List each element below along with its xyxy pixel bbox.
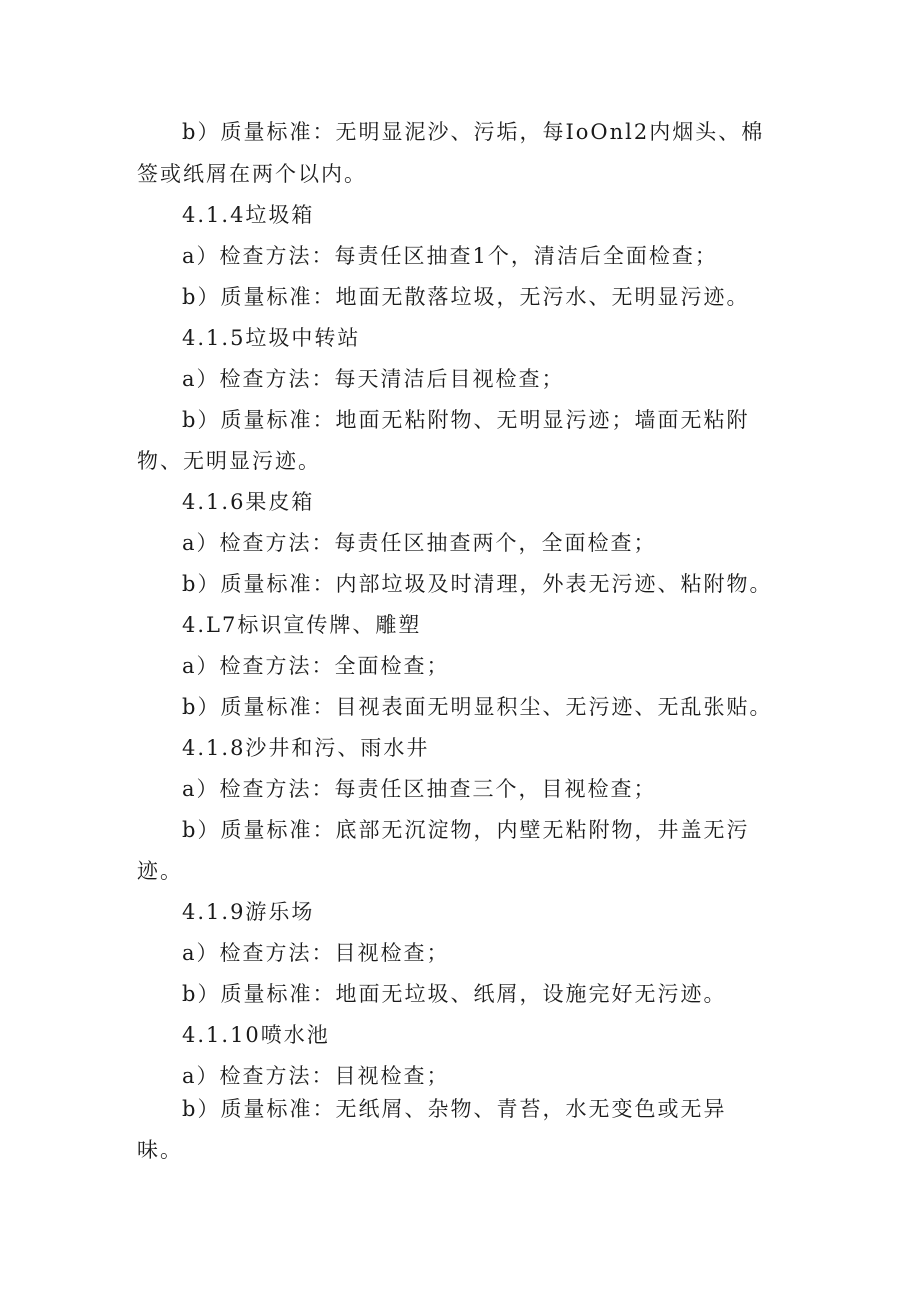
paragraph-line: a）检查方法：每天清洁后目视检查； (182, 367, 565, 391)
section-heading: 4.1.8沙井和污、雨水井 (182, 736, 430, 760)
section-heading: 4.1.9游乐场 (182, 900, 315, 924)
paragraph-line: b）质量标准：地面无散落垃圾，无污水、无明显污迹。 (182, 285, 750, 309)
paragraph-line: a）检查方法：目视检查； (182, 941, 450, 965)
section-heading: 4.1.4垃圾箱 (182, 203, 315, 227)
section-heading: 4.1.10喷水池 (182, 1023, 330, 1047)
paragraph-line: b）质量标准：无纸屑、杂物、青苔，水无变色或无异 (182, 1097, 727, 1121)
paragraph-line: a）检查方法：每责任区抽查1个，清洁后全面检查； (182, 244, 718, 268)
section-heading: 4.1.6果皮箱 (182, 490, 315, 514)
paragraph-line: 味。 (137, 1138, 183, 1162)
paragraph-line: a）检查方法：全面检查； (182, 654, 450, 678)
paragraph-line: 签或纸屑在两个以内。 (137, 162, 367, 186)
paragraph-line: b）质量标准：内部垃圾及时清理，外表无污迹、粘附物。 (182, 572, 773, 596)
paragraph-line: a）检查方法：每责任区抽查两个，全面检查； (182, 531, 657, 555)
paragraph-line: b）质量标准：地面无垃圾、纸屑，设施完好无污迹。 (182, 982, 727, 1006)
paragraph-line: 迹。 (137, 859, 183, 883)
section-heading: 4.1.5垃圾中转站 (182, 326, 361, 350)
paragraph-line: 物、无明显污迹。 (137, 449, 321, 473)
paragraph-line: b）质量标准：无明显泥沙、污垢，每IoOnl2内烟头、棉 (182, 120, 765, 144)
paragraph-line: b）质量标准：目视表面无明显积尘、无污迹、无乱张贴。 (182, 695, 773, 719)
paragraph-line: a）检查方法：每责任区抽查三个，目视检查； (182, 777, 657, 801)
section-heading: 4.L7标识宣传牌、雕塑 (182, 613, 422, 637)
paragraph-line: a）检查方法：目视检查； (182, 1064, 450, 1088)
paragraph-line: b）质量标准：底部无沉淀物，内壁无粘附物，井盖无污 (182, 818, 750, 842)
paragraph-line: b）质量标准：地面无粘附物、无明显污迹；墙面无粘附 (182, 408, 750, 432)
